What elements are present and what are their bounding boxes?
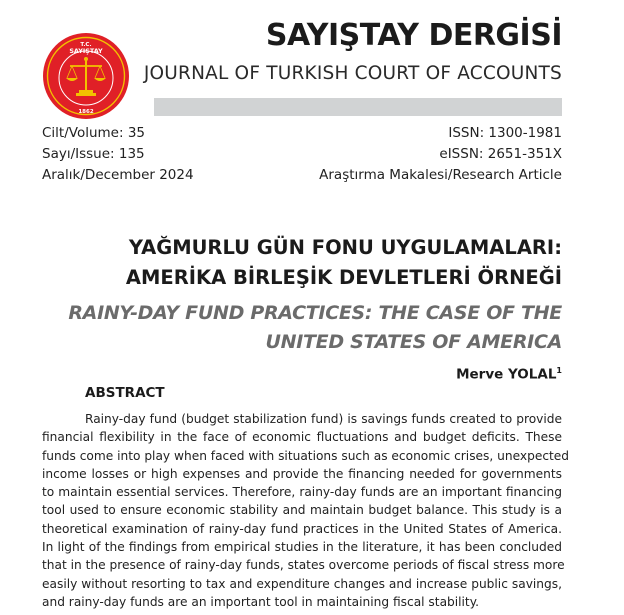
abstract-heading: ABSTRACT <box>85 385 165 401</box>
article-title-english <box>68 299 562 357</box>
abstract-line: and rainy-day funds are an important tool in maintaining fiscal stability. <box>42 594 480 609</box>
abstract-line: financial flexibility in the face of economic fluctuations and budget deficits. These <box>42 430 562 445</box>
abstract-line: In light of the findings from empirical studies in the literature, it has been concluded <box>42 540 562 555</box>
article-title-turkish <box>126 233 562 293</box>
seal-tc-text: T.C. <box>80 42 92 48</box>
abstract-line: that in the presence of rainy-day funds, states overcome periods of fiscal stress more <box>42 558 565 573</box>
sayistay-logo-seal <box>42 32 130 120</box>
eissn-text: eISSN: 2651-351X <box>439 146 562 162</box>
abstract-line: Rainy-day fund (budget stabilization fund) is savings funds created to provide <box>85 412 562 426</box>
abstract-line: funds come into play when faced with situations such as economic crises, unexpected <box>42 448 570 463</box>
header-divider-bar <box>154 98 562 116</box>
date-text: Aralık/December 2024 <box>42 167 194 183</box>
title-en-line-2: UNITED STATES OF AMERICA <box>265 331 562 353</box>
abstract-body <box>42 410 570 611</box>
abstract-line: tool used to ensure economic stability and maintain budget balance. This study is a <box>42 503 562 518</box>
title-en-line-1: RAINY-DAY FUND PRACTICES: THE CASE OF THE <box>68 302 562 324</box>
seal-year-text: 1862 <box>78 109 94 115</box>
article-type-text: Araştırma Makalesi/Research Article <box>319 167 562 183</box>
author-name-text: Merve YOLAL <box>456 366 557 383</box>
title-tr-line-1: YAĞMURLU GÜN FONU UYGULAMALARI: <box>128 236 562 259</box>
journal-title: SAYIŞTAY DERGİSİ <box>265 18 562 53</box>
issue-text: Sayı/Issue: 135 <box>42 146 145 162</box>
author-name <box>456 366 562 383</box>
seal-name-text: SAYIŞTAY <box>69 47 103 55</box>
abstract-line: easily without resorting to tax and expenditure changes and increase public savings, <box>42 576 562 591</box>
issn-text: ISSN: 1300-1981 <box>448 125 562 141</box>
abstract-line: income losses or high expenses and provide the financing needed for governments <box>42 466 562 481</box>
title-tr-line-2: AMERİKA BİRLEŞİK DEVLETLERİ ÖRNEĞİ <box>125 266 562 289</box>
journal-subtitle: JOURNAL OF TURKISH COURT OF ACCOUNTS <box>143 63 562 84</box>
abstract-line: theoretical examination of rainy-day fund practices in the United States of America. <box>42 521 562 536</box>
author-footnote-mark[interactable]: 1 <box>556 366 562 375</box>
abstract-line: to maintain essential services. Therefore, rainy-day funds are an important financing <box>42 485 562 500</box>
volume-text: Cilt/Volume: 35 <box>42 125 145 141</box>
